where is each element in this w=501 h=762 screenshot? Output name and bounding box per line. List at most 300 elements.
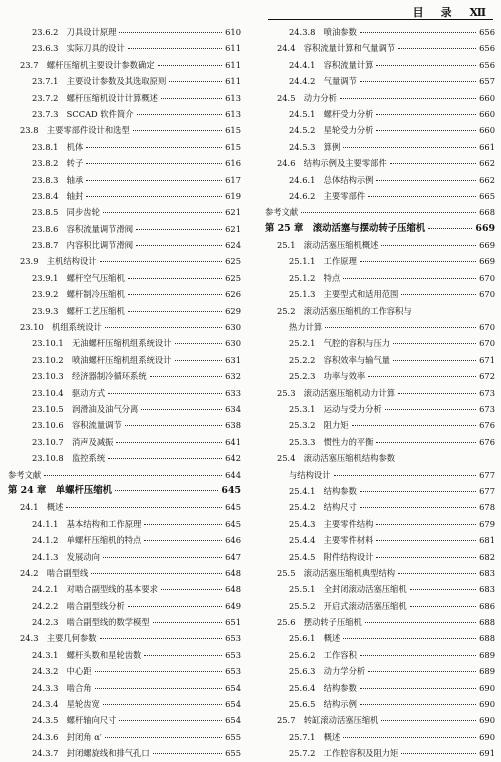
dot-leader — [368, 196, 476, 197]
toc-entry-title: 24.2.3 啮合副型线的数学模型 — [32, 617, 150, 628]
dot-leader — [103, 212, 222, 213]
toc-page-number: 673 — [479, 403, 495, 414]
dot-leader — [161, 98, 222, 99]
toc-entry[interactable] — [8, 417, 241, 433]
toc-entry[interactable] — [265, 745, 495, 761]
toc-page-number: 626 — [225, 289, 241, 300]
toc-page-number: 644 — [225, 469, 241, 480]
toc-entry-title: 24.2.1 对啮合副型线的基本要求 — [32, 584, 158, 595]
toc-entry[interactable] — [265, 319, 495, 335]
toc-entry-title: 23.8.5 同步齿轮 — [32, 207, 100, 218]
toc-entry-title: 24.6.1 总体结构示例 — [289, 174, 374, 185]
dot-leader — [115, 490, 218, 491]
toc-entry-title: 与结构设计 — [289, 469, 331, 480]
toc-page-number: 649 — [225, 600, 241, 611]
toc-entry-title: 23.8.3 轴承 — [32, 174, 84, 185]
dot-leader — [66, 507, 222, 508]
toc-entry[interactable] — [8, 57, 241, 73]
dot-leader — [390, 163, 476, 164]
toc-entry-title: 23.10.2 喷油螺杆压缩机组系统设计 — [32, 354, 172, 365]
toc-entry-title: 25.2 滚动活塞压缩机的工作容积与 — [277, 305, 412, 316]
dot-leader — [360, 704, 476, 705]
toc-page-number: 671 — [479, 354, 495, 365]
dot-leader — [376, 442, 476, 443]
toc-entry[interactable] — [8, 745, 241, 761]
toc-entry-title: 24.6 结构示例及主要零部件 — [277, 158, 387, 169]
dot-leader — [381, 245, 476, 246]
toc-entry-title: 25.6.3 动力学分析 — [289, 666, 366, 677]
dot-leader — [137, 114, 222, 115]
toc-entry[interactable] — [265, 483, 495, 499]
toc-page-number: 645 — [225, 502, 241, 513]
toc-entry-title: 23.10 机组系统设计 — [20, 322, 102, 333]
toc-entry-title: 23.8.2 转子 — [32, 158, 84, 169]
toc-page-number: 641 — [225, 436, 241, 447]
toc-entry-title: 23.7.3 SCCAD 软件简介 — [32, 108, 134, 119]
toc-page-number: 670 — [479, 289, 495, 300]
dot-leader — [343, 737, 476, 738]
toc-entry[interactable] — [265, 385, 495, 401]
toc-page-number: 672 — [479, 371, 495, 382]
toc-page-number: 633 — [225, 387, 241, 398]
toc-page-number: 669 — [479, 256, 495, 267]
toc-page-number: 613 — [225, 108, 241, 119]
toc-page-number: 689 — [479, 649, 495, 660]
toc-entry[interactable] — [8, 24, 241, 40]
dot-leader — [301, 212, 476, 213]
toc-entry-title: 25.2.2 容积效率与输气量 — [289, 354, 391, 365]
toc-page-number: 688 — [479, 633, 495, 644]
toc-entry[interactable] — [8, 172, 241, 188]
toc-entry-title: 25.1.3 主要型式和适用范围 — [289, 289, 399, 300]
toc-entry[interactable] — [8, 139, 241, 155]
toc-entry[interactable] — [8, 581, 241, 597]
toc-entry[interactable] — [8, 335, 241, 351]
toc-page-number: 662 — [479, 174, 495, 185]
toc-page-number: 657 — [479, 76, 495, 87]
dot-leader — [136, 245, 222, 246]
toc-entry[interactable] — [265, 434, 495, 450]
toc-page-number: 662 — [479, 158, 495, 169]
dot-leader — [100, 261, 222, 262]
toc-entry-title: 25.7.2 工作腔容积及阻力矩 — [289, 748, 399, 759]
toc-entry[interactable] — [265, 663, 495, 679]
toc-entry-title: 25.7.1 概述 — [289, 731, 341, 742]
toc-entry-title: 23.7 螺杆压缩机主要设计参数确定 — [20, 59, 155, 70]
toc-page-number: 670 — [479, 272, 495, 283]
toc-entry[interactable] — [265, 40, 495, 56]
toc-page-number: 655 — [225, 731, 241, 742]
toc-entry[interactable] — [8, 663, 241, 679]
toc-page-number: 669 — [479, 240, 495, 251]
dot-leader — [360, 81, 476, 82]
toc-entry[interactable] — [8, 286, 241, 302]
dot-leader — [334, 475, 477, 476]
toc-page-number: 631 — [225, 354, 241, 365]
dot-leader — [153, 753, 222, 754]
toc-entry[interactable] — [8, 106, 241, 122]
toc-page-number: 690 — [479, 715, 495, 726]
toc-page-number: 660 — [479, 108, 495, 119]
dot-leader — [128, 606, 222, 607]
toc-entry[interactable] — [8, 450, 241, 466]
dot-leader — [325, 327, 476, 328]
toc-page-number: 611 — [225, 59, 241, 70]
toc-entry[interactable] — [265, 172, 495, 188]
dot-leader — [86, 163, 222, 164]
toc-entry-title: 25.6.5 结构示例 — [289, 699, 357, 710]
dot-leader — [95, 688, 222, 689]
toc-entry[interactable] — [8, 729, 241, 745]
toc-entry[interactable] — [8, 237, 241, 253]
dot-leader — [398, 48, 476, 49]
toc-page-number: 646 — [225, 535, 241, 546]
toc-entry[interactable] — [265, 286, 495, 302]
toc-entry[interactable] — [8, 385, 241, 401]
toc-page-number: 656 — [479, 59, 495, 70]
toc-page-number: 645 — [225, 518, 241, 529]
dot-leader — [360, 32, 476, 33]
toc-entry-title: 25.1.2 特点 — [289, 272, 341, 283]
toc-page-number: 616 — [225, 158, 241, 169]
toc-page-number: 683 — [479, 567, 495, 578]
dot-leader — [343, 278, 476, 279]
toc-entry-title: 24.4.2 气量调节 — [289, 76, 357, 87]
dot-leader — [410, 589, 476, 590]
header-rule — [268, 19, 493, 20]
dot-leader — [119, 32, 222, 33]
toc-entry-title: 24.1.1 基本结构和工作原理 — [32, 518, 142, 529]
toc-entry[interactable] — [265, 581, 495, 597]
toc-entry-title: 24.3.7 封闭螺旋线和排气孔口 — [32, 748, 150, 759]
toc-entry-title: 参考文献 — [265, 207, 299, 218]
dot-leader — [144, 655, 222, 656]
dot-leader — [141, 409, 222, 410]
toc-entry-title: 23.6.3 实际刀具的设计 — [32, 43, 125, 54]
dot-leader — [100, 638, 222, 639]
toc-entry[interactable] — [8, 516, 241, 532]
toc-page-number: 661 — [479, 141, 495, 152]
page-header — [405, 4, 489, 20]
toc-entry[interactable] — [8, 204, 241, 220]
toc-entry-title: 23.10.6 容积流量调节 — [32, 420, 122, 431]
dot-leader — [376, 524, 476, 525]
header-page-number: Ⅻ — [469, 6, 489, 19]
toc-entry[interactable] — [8, 467, 241, 483]
dot-leader — [144, 524, 222, 525]
dot-leader — [398, 573, 476, 574]
toc-entry[interactable] — [265, 253, 495, 269]
toc-entry[interactable] — [265, 24, 495, 40]
toc-page-number: 611 — [225, 76, 241, 87]
toc-entry[interactable] — [265, 204, 495, 220]
toc-entry[interactable] — [8, 90, 241, 106]
toc-entry[interactable] — [8, 549, 241, 565]
toc-entry-title: 第 25 章 滚动活塞与摆动转子压缩机 — [265, 222, 426, 234]
toc-entry-title: 25.1 滚动活塞压缩机概述 — [277, 240, 379, 251]
toc-page-number: 681 — [479, 535, 495, 546]
dot-leader — [108, 458, 222, 459]
dot-leader — [360, 688, 476, 689]
toc-page-number: 668 — [479, 207, 495, 218]
toc-page-number: 660 — [479, 92, 495, 103]
toc-page-number: 645 — [221, 484, 241, 496]
toc-entry[interactable] — [265, 647, 495, 663]
toc-entry[interactable] — [8, 614, 241, 630]
toc-entry[interactable] — [265, 303, 495, 319]
toc-entry-title: 23.8.6 容积流量调节滑阀 — [32, 223, 134, 234]
toc-entry[interactable] — [265, 499, 495, 515]
toc-entry[interactable] — [265, 139, 495, 155]
dot-leader — [175, 360, 222, 361]
toc-entry[interactable] — [265, 155, 495, 171]
toc-entry[interactable] — [265, 188, 495, 204]
toc-entry[interactable] — [265, 516, 495, 532]
toc-entry[interactable] — [8, 434, 241, 450]
toc-entry-title: 25.4.4 主要零件材料 — [289, 535, 374, 546]
toc-entry-title: 25.4.3 主要零件结构 — [289, 518, 374, 529]
toc-page-number: 679 — [479, 518, 495, 529]
toc-page-number: 654 — [225, 682, 241, 693]
toc-entry[interactable] — [8, 40, 241, 56]
toc-entry[interactable] — [8, 303, 241, 319]
dot-leader — [365, 622, 476, 623]
toc-entry[interactable] — [8, 696, 241, 712]
toc-entry-title: 23.8.7 内容积比调节滑阀 — [32, 240, 134, 251]
toc-entry-title: 25.3.3 惯性力的平衡 — [289, 436, 374, 447]
toc-entry[interactable] — [8, 630, 241, 646]
toc-entry-title: 24.4.1 容积流量计算 — [289, 59, 374, 70]
toc-entry-title: 25.3.2 阻力矩 — [289, 420, 349, 431]
toc-entry[interactable] — [8, 647, 241, 663]
dot-leader — [352, 425, 476, 426]
toc-entry[interactable] — [265, 122, 495, 138]
toc-entry[interactable] — [265, 90, 495, 106]
toc-entry-title: 24.3.3 啮合角 — [32, 682, 92, 693]
toc-entry-title: 热力计算 — [289, 322, 323, 333]
toc-page-number: 683 — [479, 584, 495, 595]
toc-page-number: 689 — [479, 666, 495, 677]
dot-leader — [103, 557, 222, 558]
toc-entry[interactable] — [265, 630, 495, 646]
toc-entry-title: 24.3.8 喷油参数 — [289, 27, 357, 37]
dot-leader — [398, 393, 476, 394]
dot-leader — [401, 753, 476, 754]
toc-page-number: 617 — [225, 174, 241, 185]
toc-entry-title: 25.3 滚动活塞压缩机动力计算 — [277, 387, 396, 398]
toc-page-number: 630 — [225, 322, 241, 333]
toc-entry[interactable] — [265, 73, 495, 89]
toc-entry-title: 23.10.8 监控系统 — [32, 453, 106, 464]
toc-entry[interactable] — [265, 565, 495, 581]
toc-entry[interactable] — [265, 335, 495, 351]
toc-page-number: 629 — [225, 305, 241, 316]
toc-entry-title: 25.6.4 结构参数 — [289, 682, 357, 693]
toc-entry[interactable] — [265, 401, 495, 417]
dot-leader — [153, 622, 222, 623]
dot-leader — [376, 180, 476, 181]
dot-leader — [343, 147, 476, 148]
toc-page-number: 655 — [225, 748, 241, 759]
toc-page-number: 651 — [225, 617, 241, 628]
toc-entry-title: 23.8 主要零部件设计和选型 — [20, 125, 130, 136]
toc-page-number: 632 — [225, 371, 241, 382]
toc-entry[interactable] — [265, 680, 495, 696]
dot-leader — [368, 376, 476, 377]
toc-entry-title: 24.5.2 星轮受力分析 — [289, 125, 374, 136]
dot-leader — [105, 327, 222, 328]
toc-entry-title: 23.9.2 螺杆制冷压缩机 — [32, 289, 125, 300]
toc-entry-title: 24.3 主要几何参数 — [20, 633, 97, 644]
dot-leader — [86, 180, 222, 181]
toc-entry[interactable] — [265, 549, 495, 565]
dot-leader — [136, 229, 222, 230]
toc-entry[interactable] — [8, 122, 241, 138]
dot-leader — [161, 589, 222, 590]
toc-entry[interactable] — [8, 499, 241, 515]
toc-entry-title: 25.5.2 开启式滚动活塞压缩机 — [289, 600, 407, 611]
toc-entry[interactable] — [265, 532, 495, 548]
dot-leader — [376, 114, 476, 115]
toc-entry-title: 24.3.1 螺杆头数和星轮齿数 — [32, 649, 142, 660]
toc-page-number: 690 — [479, 731, 495, 742]
toc-entry[interactable] — [265, 450, 495, 466]
toc-entry[interactable] — [265, 57, 495, 73]
toc-page-number: 619 — [225, 190, 241, 201]
dot-leader — [91, 573, 222, 574]
toc-entry[interactable] — [8, 73, 241, 89]
toc-entry[interactable] — [265, 729, 495, 745]
toc-entry-title: 24.4 容积流量计算和气量调节 — [277, 43, 396, 54]
toc-entry[interactable] — [8, 270, 241, 286]
toc-entry[interactable] — [265, 237, 495, 253]
toc-page-number: 634 — [225, 403, 241, 414]
toc-entry[interactable] — [265, 368, 495, 384]
toc-entry-title: 23.10.5 润滑油及油气分离 — [32, 403, 139, 414]
toc-entry[interactable] — [8, 565, 241, 581]
toc-page-number: 676 — [479, 436, 495, 447]
toc-entry-title: 24.5.3 算例 — [289, 141, 341, 152]
dot-leader — [144, 540, 222, 541]
toc-chapter-entry[interactable] — [265, 221, 495, 237]
toc-entry[interactable] — [8, 532, 241, 548]
toc-entry[interactable] — [8, 368, 241, 384]
toc-entry[interactable] — [265, 106, 495, 122]
toc-entry[interactable] — [8, 680, 241, 696]
dot-leader — [128, 311, 222, 312]
toc-entry[interactable] — [265, 598, 495, 614]
toc-page-number: 611 — [225, 43, 241, 54]
toc-entry-title: 23.9 主机结构设计 — [20, 256, 97, 267]
toc-entry-title: 25.4 滚动活塞压缩机结构参数 — [277, 453, 396, 464]
dot-leader — [360, 261, 476, 262]
toc-entry[interactable] — [265, 270, 495, 286]
toc-entry-title: 25.4.2 结构尺寸 — [289, 502, 357, 513]
toc-entry-title: 24.3.5 螺杆轴向尺寸 — [32, 715, 117, 726]
toc-page-number: 613 — [225, 92, 241, 103]
toc-page-number: 621 — [225, 223, 241, 234]
dot-leader — [343, 638, 476, 639]
toc-entry[interactable] — [8, 352, 241, 368]
header-title: 目 录 — [412, 6, 455, 19]
dot-leader — [381, 720, 476, 721]
toc-page-number: 656 — [479, 43, 495, 54]
toc-entry[interactable] — [265, 417, 495, 433]
toc-entry-title: 23.8.1 机体 — [32, 141, 84, 152]
dot-leader — [133, 130, 222, 131]
toc-page-number: 624 — [225, 240, 241, 251]
toc-column-left — [8, 24, 241, 762]
toc-entry[interactable] — [8, 221, 241, 237]
toc-entry-title: 23.9.3 螺杆工艺压缩机 — [32, 305, 125, 316]
dot-leader — [385, 409, 476, 410]
toc-entry[interactable] — [8, 598, 241, 614]
toc-entry-title: 24.5 动力分析 — [277, 92, 337, 103]
toc-entry[interactable] — [8, 401, 241, 417]
toc-entry-title: 25.6.1 概述 — [289, 633, 341, 644]
toc-entry[interactable] — [8, 319, 241, 335]
toc-page-number: 690 — [479, 699, 495, 710]
dot-leader — [128, 294, 222, 295]
toc-entry[interactable] — [265, 352, 495, 368]
toc-entry-title: 24.3.2 中心距 — [32, 666, 92, 677]
toc-entry-title: 25.2.3 功率与效率 — [289, 371, 366, 382]
dot-leader — [105, 737, 222, 738]
dot-leader — [401, 294, 476, 295]
toc-entry-title: 参考文献 — [8, 469, 42, 480]
toc-page-number: 691 — [479, 748, 495, 759]
dot-leader — [368, 671, 476, 672]
toc-page-number: 653 — [225, 649, 241, 660]
dot-leader — [393, 343, 476, 344]
dot-leader — [116, 442, 222, 443]
toc-entry[interactable] — [8, 155, 241, 171]
toc-entry-title: 25.5.1 全封闭滚动活塞压缩机 — [289, 584, 407, 595]
toc-entry-title: 24.3.4 星轮齿宽 — [32, 699, 100, 710]
toc-page-number: 688 — [479, 617, 495, 628]
toc-entry-title: 23.6.2 刀具设计原理 — [32, 27, 117, 37]
toc-entry[interactable] — [265, 467, 495, 483]
dot-leader — [340, 98, 476, 99]
toc-page-number: 690 — [479, 682, 495, 693]
toc-entry-title: 23.10.1 无油螺杆压缩机组系统设计 — [32, 338, 172, 349]
dot-leader — [125, 425, 222, 426]
toc-entry[interactable] — [8, 188, 241, 204]
dot-leader — [128, 48, 222, 49]
toc-entry-title: 25.2.1 气腔的容积与压力 — [289, 338, 391, 349]
dot-leader — [44, 475, 222, 476]
toc-page-number: 665 — [479, 190, 495, 201]
toc-entry[interactable] — [265, 614, 495, 630]
toc-page-number: 670 — [479, 322, 495, 333]
toc-entry-title: 25.6.2 工作容积 — [289, 649, 357, 660]
dot-leader — [376, 557, 476, 558]
toc-page-number: 642 — [225, 453, 241, 464]
dot-leader — [128, 278, 222, 279]
dot-leader — [169, 81, 222, 82]
toc-chapter-entry[interactable] — [8, 483, 241, 499]
toc-entry-title: 24.1.3 发展动向 — [32, 551, 100, 562]
toc-entry-title: 23.7.1 主要设计参数及其选取原则 — [32, 76, 167, 87]
toc-entry-title: 24.1.2 单螺杆压缩机的特点 — [32, 535, 142, 546]
toc-entry[interactable] — [8, 253, 241, 269]
toc-page-number: 625 — [225, 272, 241, 283]
dot-leader — [428, 228, 472, 229]
toc-page-number: 621 — [225, 207, 241, 218]
toc-entry-title: 24.5.1 螺杆受力分析 — [289, 108, 374, 119]
dot-leader — [376, 65, 476, 66]
toc-entry[interactable] — [265, 696, 495, 712]
